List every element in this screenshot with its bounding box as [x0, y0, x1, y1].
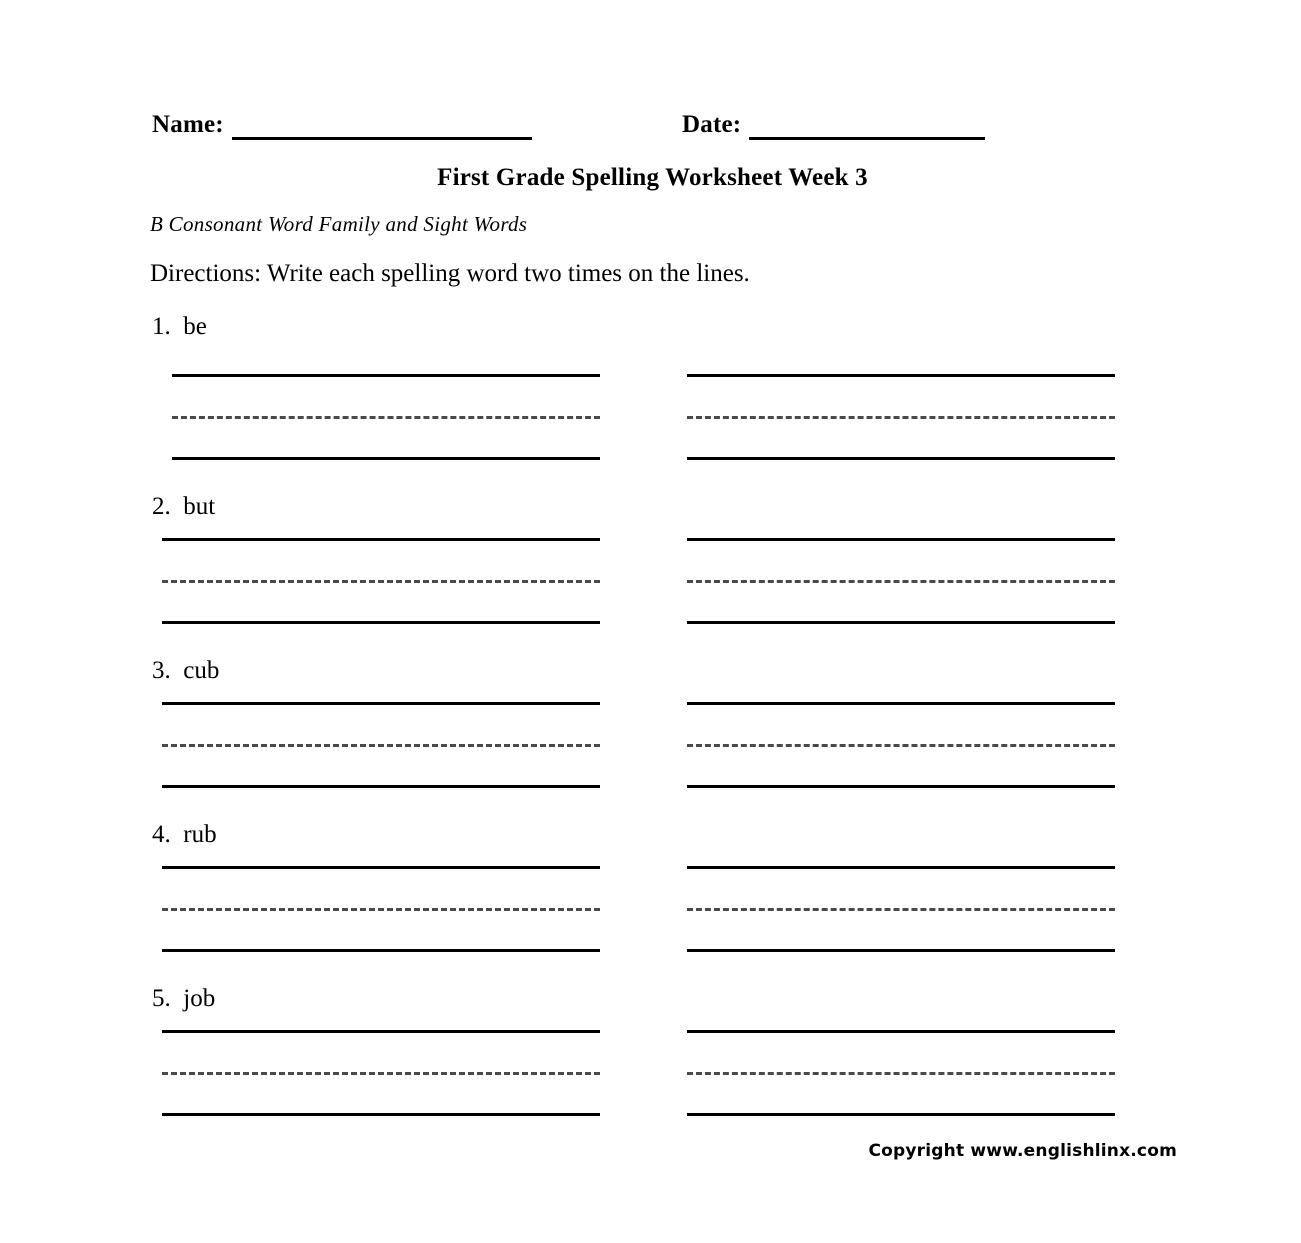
writing-rule-middle-dashed: [687, 908, 1115, 911]
writing-rule-middle-dashed: [162, 1072, 600, 1075]
writing-rule-bottom-solid: [687, 1113, 1115, 1116]
writing-rule-bottom-solid: [162, 785, 600, 788]
writing-column-right[interactable]: [687, 702, 1115, 788]
writing-rule-top-solid: [162, 1030, 600, 1033]
spelling-item-word: but: [183, 493, 216, 520]
writing-rule-middle-dashed: [687, 416, 1115, 419]
spelling-item-label: [152, 985, 215, 1013]
copyright-notice: Copyright www.englishlinx.com: [868, 1141, 1177, 1161]
writing-rule-bottom-solid: [162, 949, 600, 952]
writing-rule-bottom-solid: [687, 457, 1115, 460]
date-field-group: [682, 110, 985, 140]
spelling-item-number: 1.: [152, 313, 171, 340]
writing-rule-bottom-solid: [687, 949, 1115, 952]
writing-rule-middle-dashed: [687, 580, 1115, 583]
writing-rule-bottom-solid: [172, 457, 600, 460]
writing-rule-top-solid: [687, 866, 1115, 869]
writing-column-left[interactable]: [162, 866, 600, 952]
writing-rule-bottom-solid: [687, 621, 1115, 624]
name-write-in-rule[interactable]: [232, 111, 532, 140]
writing-column-left[interactable]: [162, 1030, 600, 1116]
spelling-item-number: 3.: [152, 657, 171, 684]
name-label: Name:: [152, 111, 224, 138]
writing-column-left[interactable]: [162, 538, 600, 624]
writing-rule-top-solid: [687, 374, 1115, 377]
spelling-item-label: [152, 821, 217, 849]
spelling-item-word: be: [183, 313, 207, 340]
name-date-header: [152, 110, 1152, 146]
spelling-item-number: 2.: [152, 493, 171, 520]
spelling-item-word: job: [183, 985, 216, 1012]
writing-column-left[interactable]: [162, 702, 600, 788]
writing-column-right[interactable]: [687, 1030, 1115, 1116]
directions-text: Directions: Write each spelling word two times on the lines.: [150, 260, 750, 287]
writing-rule-top-solid: [687, 702, 1115, 705]
writing-rule-top-solid: [687, 1030, 1115, 1033]
writing-rule-middle-dashed: [687, 744, 1115, 747]
spelling-item-label: [152, 657, 219, 685]
worksheet-subtitle: B Consonant Word Family and Sight Words: [150, 212, 528, 236]
writing-rule-top-solid: [162, 866, 600, 869]
writing-rule-bottom-solid: [162, 1113, 600, 1116]
writing-column-right[interactable]: [687, 374, 1115, 460]
writing-rule-middle-dashed: [162, 580, 600, 583]
spelling-item-word: rub: [183, 821, 217, 848]
writing-rule-middle-dashed: [162, 908, 600, 911]
spelling-item-label: [152, 313, 207, 341]
writing-column-right[interactable]: [687, 866, 1115, 952]
writing-rule-top-solid: [162, 538, 600, 541]
date-write-in-rule[interactable]: [749, 111, 985, 140]
spelling-item-number: 5.: [152, 985, 171, 1012]
writing-rule-bottom-solid: [162, 621, 600, 624]
writing-rule-top-solid: [162, 702, 600, 705]
spelling-item-number: 4.: [152, 821, 171, 848]
spelling-item-word: cub: [183, 657, 220, 684]
worksheet-title: [0, 164, 1301, 192]
writing-column-right[interactable]: [687, 538, 1115, 624]
worksheet-title-text: First Grade Spelling Worksheet Week 3: [437, 164, 868, 191]
writing-rule-middle-dashed: [172, 416, 600, 419]
writing-rule-middle-dashed: [162, 744, 600, 747]
writing-rule-middle-dashed: [687, 1072, 1115, 1075]
date-label: Date:: [682, 111, 742, 138]
writing-rule-bottom-solid: [687, 785, 1115, 788]
writing-rule-top-solid: [687, 538, 1115, 541]
name-field-group: [152, 110, 532, 140]
writing-column-left[interactable]: [172, 374, 600, 460]
writing-rule-top-solid: [172, 374, 600, 377]
spelling-item-label: [152, 493, 215, 521]
